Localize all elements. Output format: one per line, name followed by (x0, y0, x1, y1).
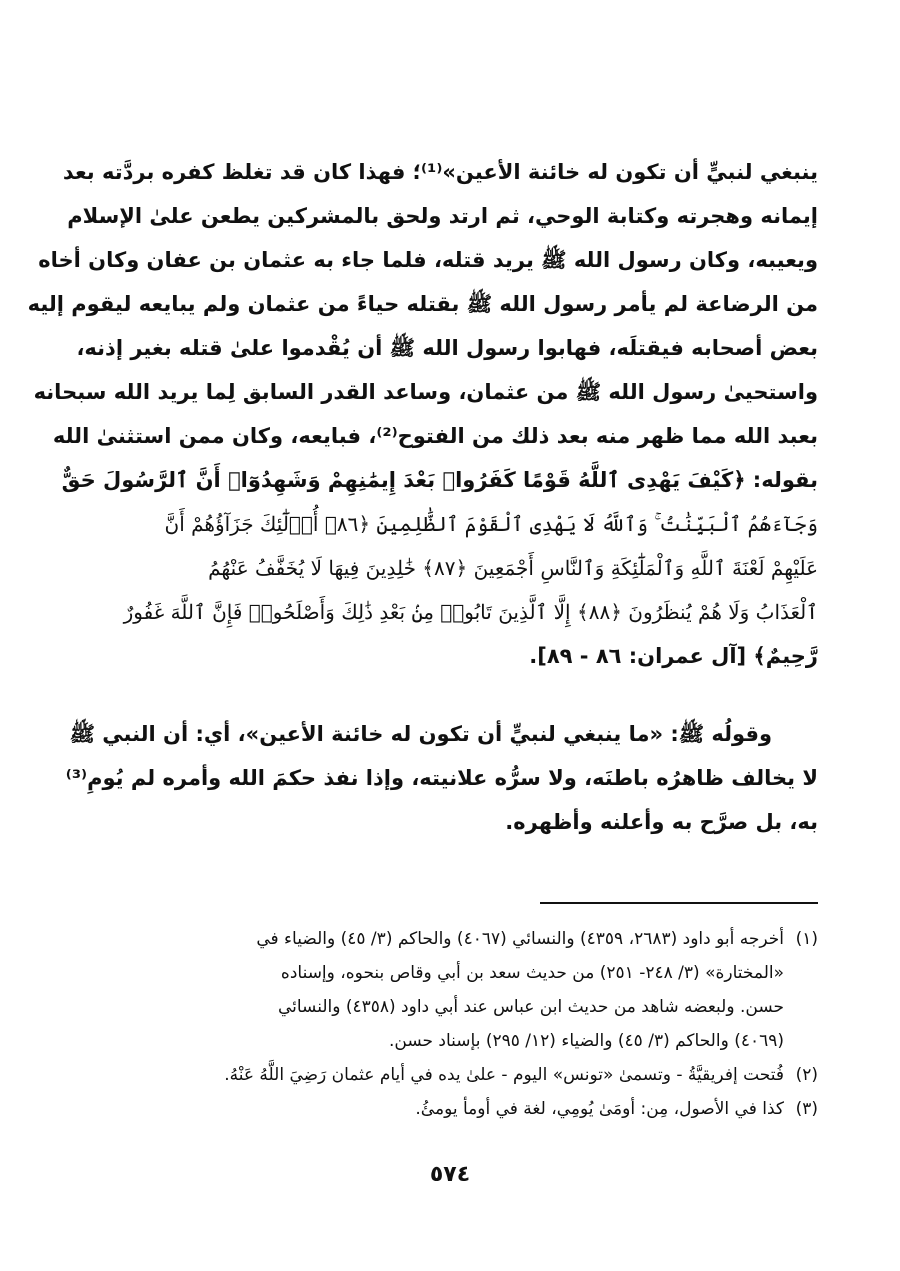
page-number: ٥٧٤ (429, 1162, 471, 1187)
footnote-text: (٤٠٦٩) والحاكم (٣/ ٤٥) والضياء (١٢/ ٢٩٥) بإسناد حسن. (388, 1031, 784, 1051)
text-line: واستحيىٰ رسول الله ﷺ من عثمان، وساعد القدر السابق لِما يريد الله سبحانه (33, 380, 818, 404)
text-line: بعض أصحابه فيقتلَه، فهابوا رسول الله ﷺ أن يُقْدموا علىٰ قتله بغير إذنه، (76, 336, 818, 360)
footnote-divider (540, 902, 818, 904)
main-text (27, 150, 818, 844)
quran-verse-line: ٱلْعَذَابُ وَلَا هُمْ يُنظَرُونَ ﴿٨٨﴾ إِلَّا ٱلَّذِينَ تَابُوا۟ مِنۢ بَعْدِ ذَٰلِكَ وَأَصْلَحُوا۟ فَإِنَّ ٱللَّهَ غَفُورٌ (123, 600, 818, 624)
footnote-2 (118, 1058, 818, 1092)
footnote-number: (٣) (795, 1099, 818, 1119)
quran-verse-line: وَجَآءَهُمُ ٱلْبَيِّنَٰتُ ۚ وَٱللَّهُ لَا يَهْدِى ٱلْقَوْمَ ٱلظَّٰلِمِينَ ﴿٨٦﴾ أُو۟لَٰٓئِكَ جَزَآؤُهُمْ أَنَّ (164, 512, 818, 536)
text-line: إيمانه وهجرته وكتابة الوحي، ثم ارتد ولحق بالمشركين يطعن علىٰ الإسلام (67, 204, 818, 228)
text-line: من الرضاعة لم يأمر رسول الله ﷺ بقتله حياءً من عثمان ولم يبايعه ليقوم إليه (27, 292, 818, 316)
footnote-1 (118, 922, 818, 1058)
text-line: بقوله: ﴿كَيْفَ يَهْدِى ٱللَّهُ قَوْمًا كَفَرُوا۟ بَعْدَ إِيمَٰنِهِمْ وَشَهِدُوٓا۟ أَنَّ ٱلرَّسُولَ حَقٌّ (61, 468, 818, 492)
text-line: لا يخالف ظاهرُه باطنَه، ولا سرُّه علانيته، وإذا نفذ حكمَ الله وأمره لم يُومِ⁽³⁾ (65, 766, 818, 790)
footnote-text: أخرجه أبو داود (٢٦٨٣، ٤٣٥٩) والنسائي (٤٠٦٧) والحاكم (٣/ ٤٥) والضياء في (256, 929, 784, 949)
text-line: وقولُه ﷺ: «ما ينبغي لنبيٍّ أن تكون له خائنة الأعين»، أي: أن النبي ﷺ (69, 722, 772, 746)
footnote-text: فُتحت إفريقيَّةُ - وتسمىٰ «تونس» اليوم - علىٰ يده في أيام عثمان رَضِيَ اللَّهُ عَنْهُ. (224, 1065, 784, 1085)
text-line: ينبغي لنبيٍّ أن تكون له خائنة الأعين»⁽¹⁾؛ فهذا كان قد تغلظ كفره بردَّته بعد (62, 160, 818, 184)
footnote-number: (٢) (795, 1065, 818, 1085)
footnote-number: (١) (795, 929, 818, 949)
quran-verse-line: عَلَيْهِمْ لَعْنَةَ ٱللَّهِ وَٱلْمَلَٰٓئِكَةِ وَٱلنَّاسِ أَجْمَعِينَ ﴿٨٧﴾ خَٰلِدِينَ فِيهَا لَا يُخَفَّفُ عَنْهُمُ (208, 556, 818, 580)
footnote-text: «المختارة» (٣/ ٢٤٨- ٢٥١) من حديث سعد بن أبي وقاص بنحوه، وإسناده (280, 963, 784, 983)
footnote-text: حسن. ولبعضه شاهد من حديث ابن عباس عند أبي داود (٤٣٥٨) والنسائي (277, 997, 784, 1017)
footnote-3 (118, 1092, 818, 1126)
paragraph-2 (65, 712, 818, 844)
footnotes (118, 922, 818, 1126)
verse-citation-line: رَّحِيمٌ﴾ [آل عمران: ٨٦ - ٨٩]. (529, 644, 818, 668)
text-line: به، بل صرَّح به وأعلنه وأظهره. (505, 810, 818, 834)
footnote-text: كذا في الأصول، مِن: أومَىٰ يُومِي، لغة في أومأ يومئُ. (415, 1099, 784, 1119)
text-line: ويعيبه، وكان رسول الله ﷺ يريد قتله، فلما جاء به عثمان بن عفان وكان أخاه (38, 248, 818, 272)
text-line: بعبد الله مما ظهر منه بعد ذلك من الفتوح⁽²⁾، فبايعه، وكان ممن استثنىٰ الله (52, 424, 818, 448)
